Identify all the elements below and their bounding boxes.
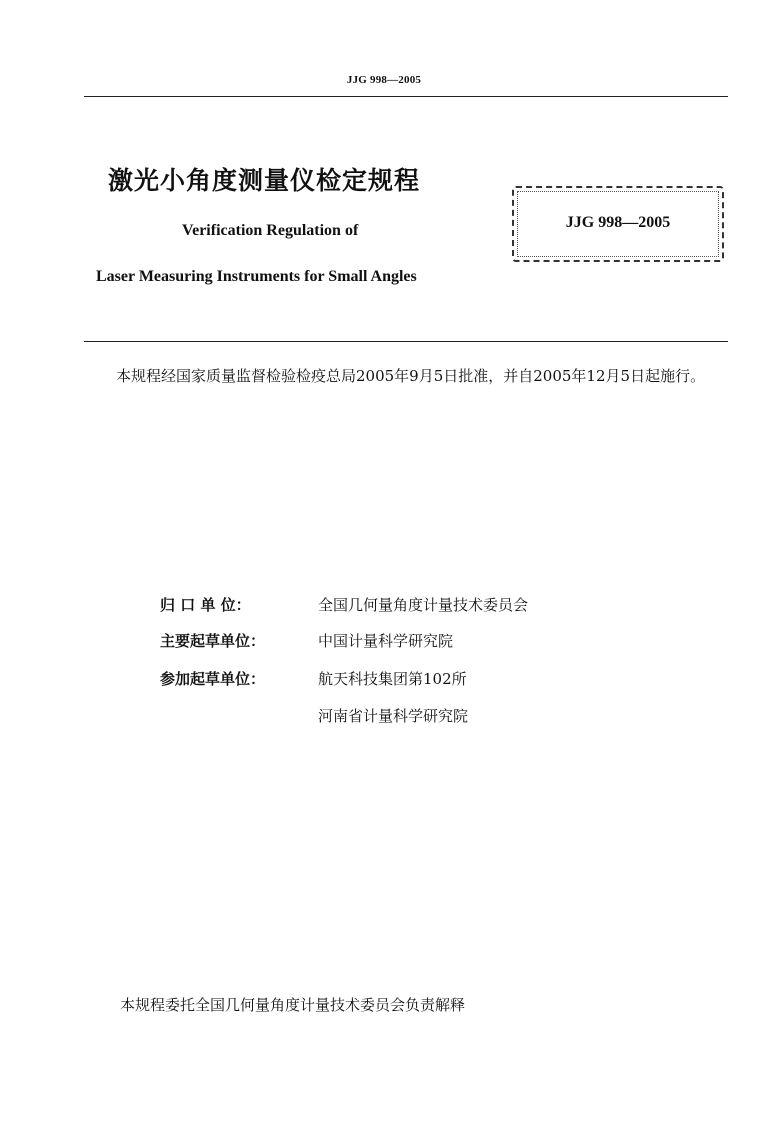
regulation-code-box: [512, 186, 724, 262]
header-rule: [84, 96, 728, 97]
title-english-line2: Laser Measuring Instruments for Small Angles: [96, 268, 417, 285]
main-drafting-unit-value: 中国计量科学研究院: [318, 632, 454, 650]
responsible-unit-value: 全国几何量角度计量技术委员会: [318, 596, 529, 614]
participating-unit-value-1: 航天科技集团第102所: [318, 670, 467, 688]
main-drafting-unit-label: 主要起草单位：: [160, 632, 266, 650]
regulation-code: JJG 998—2005: [565, 214, 671, 231]
approval-statement: 本规程经国家质量监督检验检疫总局2005年9月5日批准，并自2005年12月5日起施行。: [116, 367, 706, 385]
title-english-line1: Verification Regulation of: [182, 222, 359, 239]
title-rule: [84, 341, 728, 342]
title-chinese: 激光小角度测量仪检定规程: [108, 166, 421, 195]
running-header-code: JJG 998—2005: [346, 74, 422, 86]
participating-unit-label: 参加起草单位：: [160, 670, 266, 688]
interpretation-note: 本规程委托全国几何量角度计量技术委员会负责解释: [120, 996, 466, 1014]
participating-unit-value-2: 河南省计量科学研究院: [318, 707, 469, 725]
responsible-unit-label: 归 口 单 位：: [160, 596, 251, 614]
